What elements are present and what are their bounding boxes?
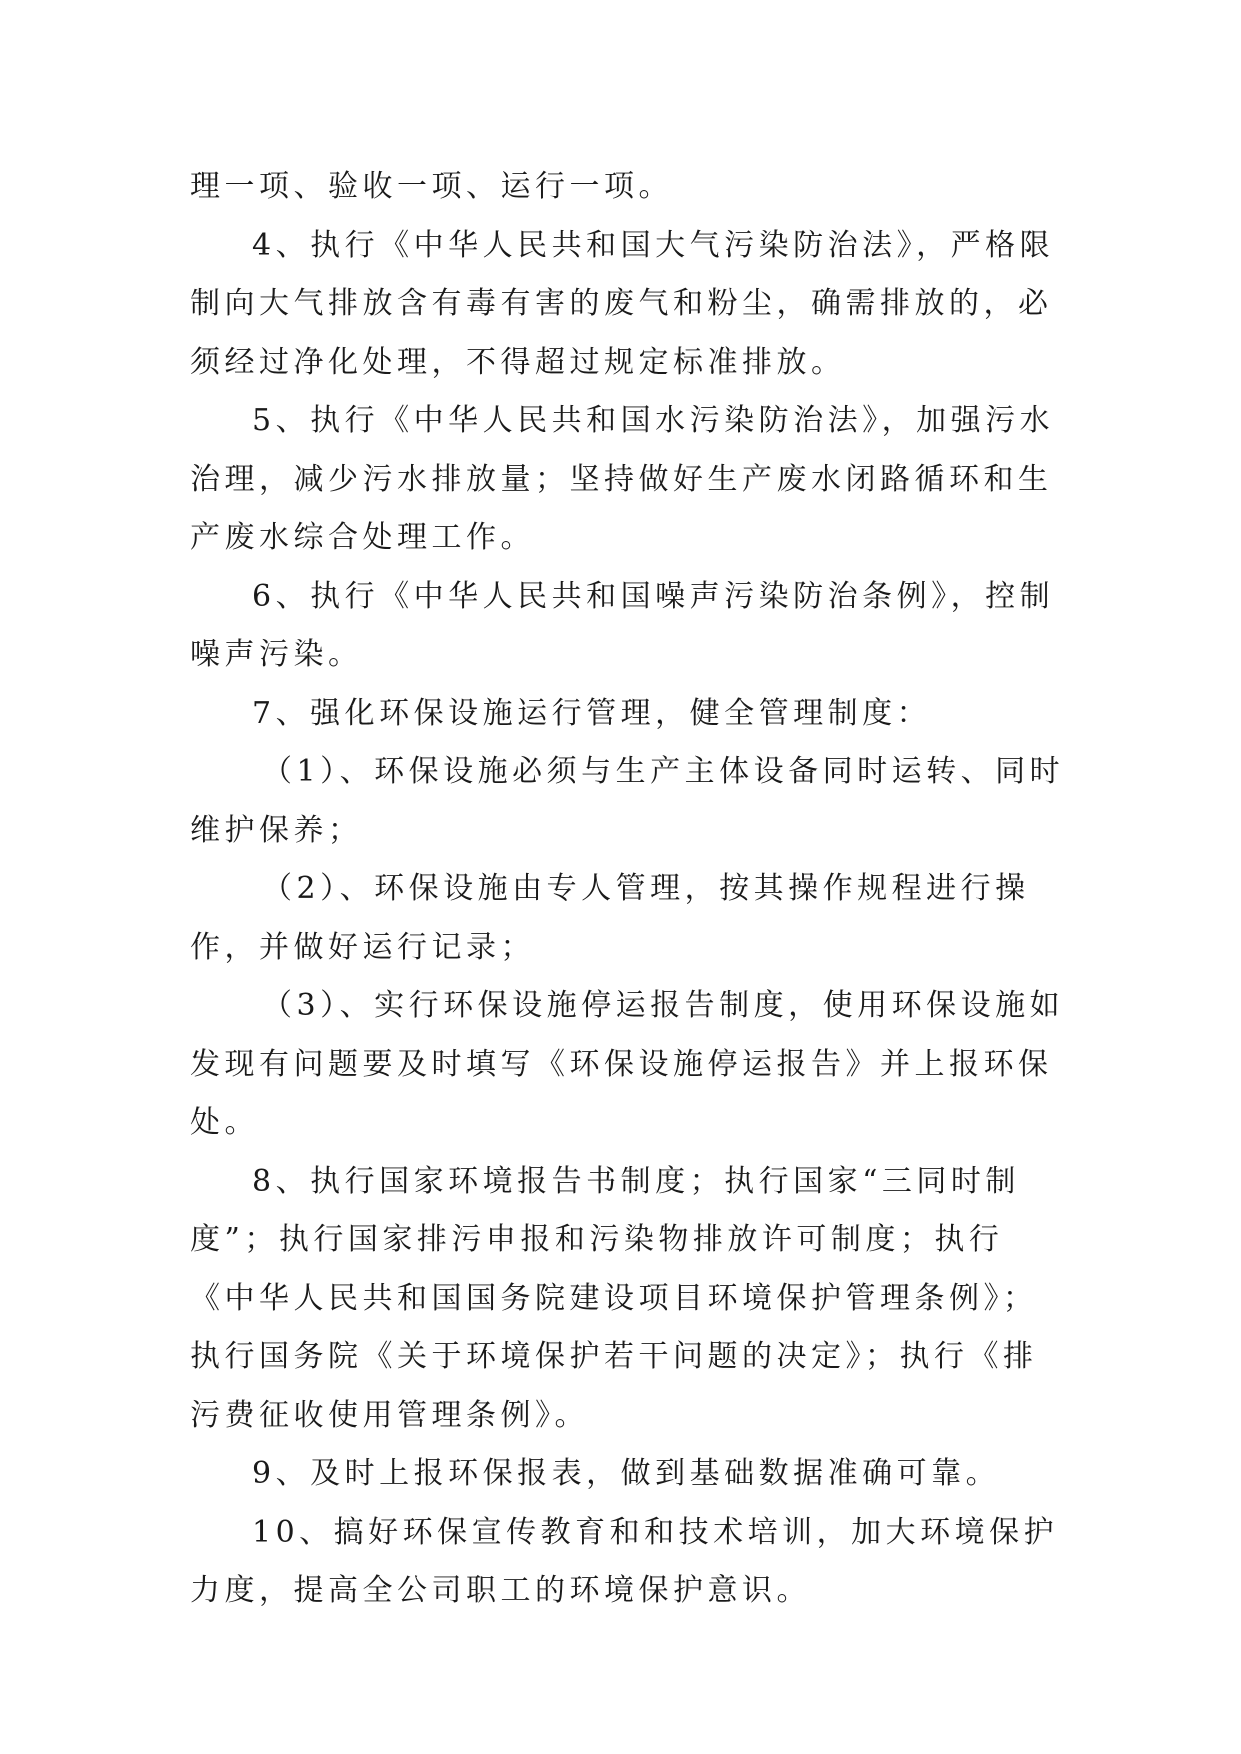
document-body — [190, 158, 1070, 1621]
paragraph-item-10: 10、搞好环保宣传教育和和技术培训，加大环境保护力度，提高全公司职工的环境保护意识。 — [190, 1514, 1059, 1608]
paragraph-item-7-3: （3）、实行环保设施停运报告制度，使用环保设施如发现有问题要及时填写《环保设施停运报告》并上报环保处。 — [190, 988, 1065, 1140]
paragraph-item-5: 5、执行《中华人民共和国水污染防治法》，加强污水治理，减少污水排放量；坚持做好生产废水闭路循环和生产废水综合处理工作。 — [190, 403, 1055, 555]
paragraph-continuation: 理一项、验收一项、运行一项。 — [190, 169, 673, 204]
paragraph-item-7-1: （1）、环保设施必须与生产主体设备同时运转、同时维护保养； — [190, 754, 1065, 848]
paragraph-item-8: 8、执行国家环境报告书制度；执行国家“三同时制度”；执行国家排污申报和污染物排放许可制度；执行《中华人民共和国国务院建设项目环境保护管理条例》；执行国务院《关于环境保护若干问题的决定》；执行《排污费征收使用管理条例》。 — [190, 1163, 1038, 1433]
paragraph-item-7: 7、强化环保设施运行管理，健全管理制度： — [252, 695, 932, 731]
paragraph-item-6: 6、执行《中华人民共和国噪声污染防治条例》，控制噪声污染。 — [190, 578, 1055, 672]
paragraph-item-4: 4、执行《中华人民共和国大气污染防治法》，严格限制向大气排放含有毒有害的废气和粉尘，确需排放的，必须经过净化处理，不得超过规定标准排放。 — [190, 227, 1055, 380]
paragraph-item-7-2: （2）、环保设施由专人管理，按其操作规程进行操作，并做好运行记录； — [190, 871, 1030, 965]
paragraph-item-9: 9、及时上报环保报表，做到基础数据准确可靠。 — [252, 1456, 1001, 1491]
